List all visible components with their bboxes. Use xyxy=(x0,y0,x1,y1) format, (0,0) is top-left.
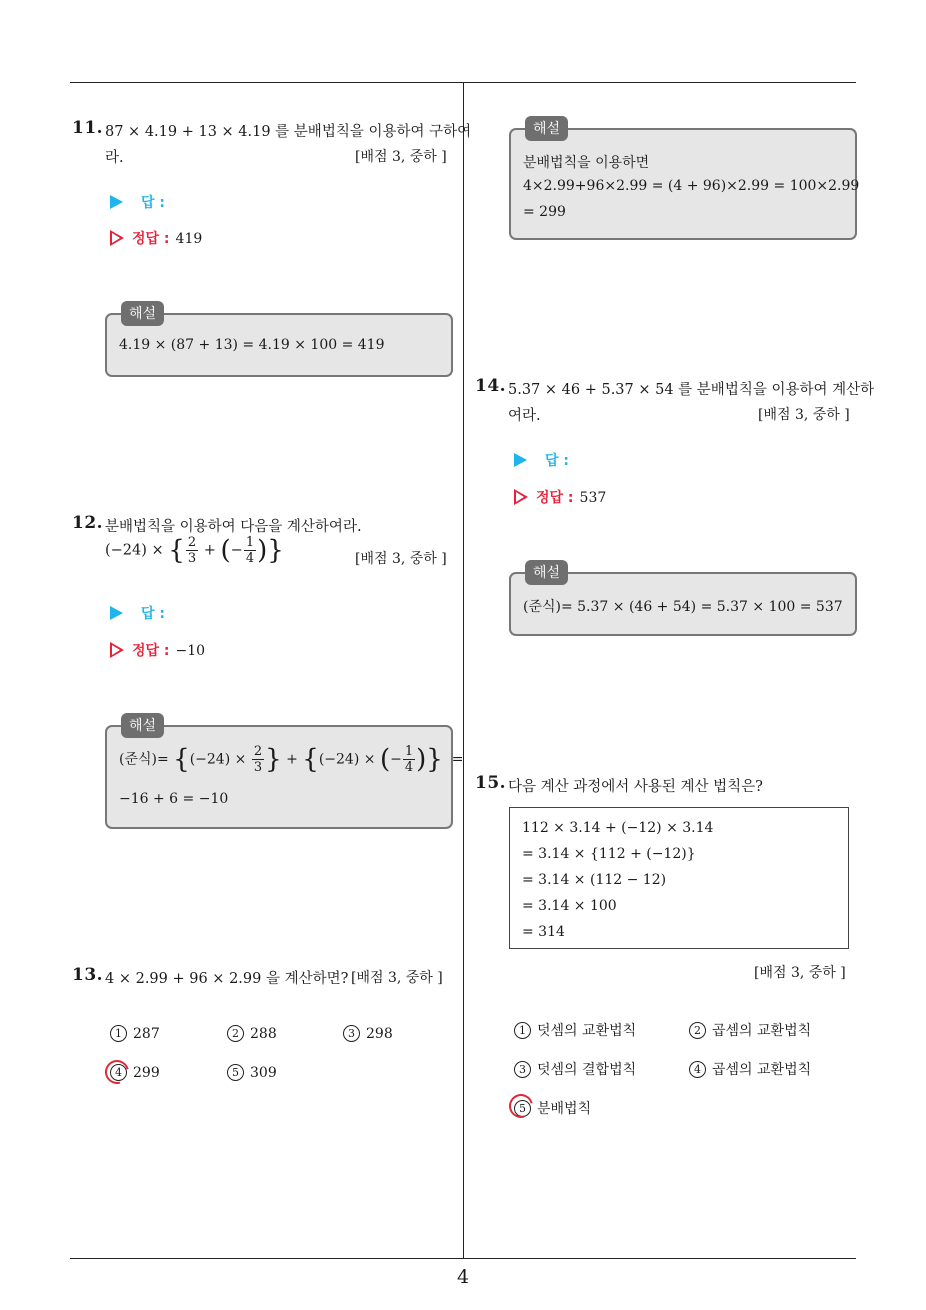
circled-number: 4 xyxy=(689,1061,706,1078)
choice-3[interactable]: 3 298 xyxy=(343,1025,393,1042)
question-13-text-line1: 4 × 2.99 + 96 × 2.99 을 계산하면? xyxy=(105,971,349,987)
explanation-tag: 해설 xyxy=(525,116,568,141)
question-13-explanation-line2: 4×2.99+96×2.99 = (4 + 96)×2.99 = 100×2.99 xyxy=(523,178,860,194)
question-number-15: 15. xyxy=(475,773,507,793)
play-triangle-icon xyxy=(514,453,527,467)
answer-label: 답 : xyxy=(545,453,569,469)
circled-number: 3 xyxy=(514,1061,531,1078)
question-13-explanation-line1: 분배법칙을 이용하면 xyxy=(523,155,650,171)
choice-2[interactable]: 2 곱셈의 교환법칙 xyxy=(689,1020,811,1040)
question-number-11: 11. xyxy=(72,118,104,138)
answer-label: 답 : xyxy=(141,606,165,622)
selected-answer-mark xyxy=(101,1056,134,1089)
explanation-tag: 해설 xyxy=(525,560,568,585)
calc-line: 112 × 3.14 + (−12) × 3.14 xyxy=(522,820,714,836)
explanation-tag: 해설 xyxy=(121,713,164,738)
column-divider xyxy=(463,83,464,1258)
question-15-calculation-box xyxy=(509,807,849,949)
question-13-explanation-line3: = 299 xyxy=(523,204,566,220)
question-11-explanation-box xyxy=(105,306,453,377)
outline-triangle-icon xyxy=(110,230,124,246)
circled-number: 5 xyxy=(514,1100,531,1117)
correct-label: 정답 : xyxy=(132,643,170,659)
choice-1[interactable]: 1 덧셈의 교환법칙 xyxy=(514,1020,636,1040)
choice-2[interactable]: 2 288 xyxy=(227,1025,277,1042)
choice-3[interactable]: 3 덧셈의 결합법칙 xyxy=(514,1059,636,1079)
question-11-correct-value: 419 xyxy=(175,231,203,247)
circled-number: 1 xyxy=(514,1022,531,1039)
calc-line: = 3.14 × 100 xyxy=(522,898,617,914)
circled-number: 2 xyxy=(227,1025,244,1042)
question-12-explanation-box xyxy=(105,718,464,829)
choice-5[interactable]: 5 309 xyxy=(227,1064,277,1081)
circled-number: 1 xyxy=(110,1025,127,1042)
calc-line: = 314 xyxy=(522,924,565,940)
calc-line: = 3.14 × (112 − 12) xyxy=(522,872,667,888)
correct-label: 정답 : xyxy=(536,490,574,506)
circled-number: 3 xyxy=(343,1025,360,1042)
outline-triangle-icon xyxy=(514,489,528,505)
circled-number: 5 xyxy=(227,1064,244,1081)
question-14-explanation-box xyxy=(509,565,857,636)
question-13-score: [배점 3, 중하 ] xyxy=(351,970,443,986)
question-12-expression: (−24) × { $\frac{2}{3}$ + (− $\frac{1}{4}$ )} xyxy=(105,535,284,566)
circled-number: 2 xyxy=(689,1022,706,1039)
outline-triangle-icon xyxy=(110,642,124,658)
question-14-score: [배점 3, 중하 ] xyxy=(758,407,850,423)
choice-5[interactable]: 5 분배법칙 xyxy=(514,1098,591,1118)
question-14-answer-row xyxy=(514,450,569,470)
question-12-correct-value: −10 xyxy=(175,643,206,659)
question-11-score: [배점 3, 중하 ] xyxy=(355,149,447,165)
question-11-correct-row xyxy=(110,228,202,248)
question-11-text-line2: 라. xyxy=(105,150,124,166)
correct-label: 정답 : xyxy=(132,231,170,247)
fraction: $\frac{2}{3}$ xyxy=(187,535,197,566)
question-11-explanation-line1: 4.19 × (87 + 13) = 4.19 × 100 = 419 xyxy=(119,337,385,353)
choice-4[interactable]: 4 299 xyxy=(110,1064,160,1081)
explanation-tag: 해설 xyxy=(121,301,164,326)
answer-label: 답 : xyxy=(141,195,165,211)
question-14-correct-value: 537 xyxy=(579,490,607,506)
question-12-correct-row xyxy=(110,640,205,660)
question-number-14: 14. xyxy=(475,376,507,396)
question-number-12: 12. xyxy=(72,513,104,533)
question-13-explanation-box xyxy=(509,121,860,240)
choice-4[interactable]: 4 곱셈의 교환법칙 xyxy=(689,1059,811,1079)
question-15-text-line1: 다음 계산 과정에서 사용된 계산 법칙은? xyxy=(508,779,763,795)
question-11-answer-row xyxy=(110,192,165,212)
fraction: $\frac{1}{4}$ xyxy=(404,744,414,775)
question-12-score: [배점 3, 중하 ] xyxy=(355,551,447,567)
play-triangle-icon xyxy=(110,606,123,620)
play-triangle-icon xyxy=(110,195,123,209)
choice-1[interactable]: 1 287 xyxy=(110,1025,160,1042)
question-12-explanation-line1: (준식)= {(−24) × $\frac{2}{3}$ } + {(−24) × (− $\frac{1}{4}$ )} = xyxy=(119,744,464,775)
question-number-13: 13. xyxy=(72,965,104,985)
question-15-score: [배점 3, 중하 ] xyxy=(754,965,846,981)
question-12-text-line1: 분배법칙을 이용하여 다음을 계산하여라. xyxy=(105,519,362,535)
question-14-text-line2: 여라. xyxy=(508,408,541,424)
bottom-rule xyxy=(70,1258,856,1259)
question-12-answer-row xyxy=(110,603,165,623)
calc-line: = 3.14 × {112 + (−12)} xyxy=(522,846,696,862)
fraction: $\frac{2}{3}$ xyxy=(253,744,263,775)
question-11-text-line1: 87 × 4.19 + 13 × 4.19 를 분배법칙을 이용하여 구하여 xyxy=(105,124,472,140)
question-14-explanation-line1: (준식)= 5.37 × (46 + 54) = 5.37 × 100 = 537 xyxy=(523,599,843,615)
circled-number: 4 xyxy=(110,1064,127,1081)
question-12-explanation-line2: −16 + 6 = −10 xyxy=(119,791,229,807)
fraction: $\frac{1}{4}$ xyxy=(245,535,255,566)
question-14-correct-row xyxy=(514,487,606,507)
question-14-text-line1: 5.37 × 46 + 5.37 × 54 를 분배법칙을 이용하여 계산하 xyxy=(508,382,875,398)
page-number: 4 xyxy=(456,1266,470,1288)
